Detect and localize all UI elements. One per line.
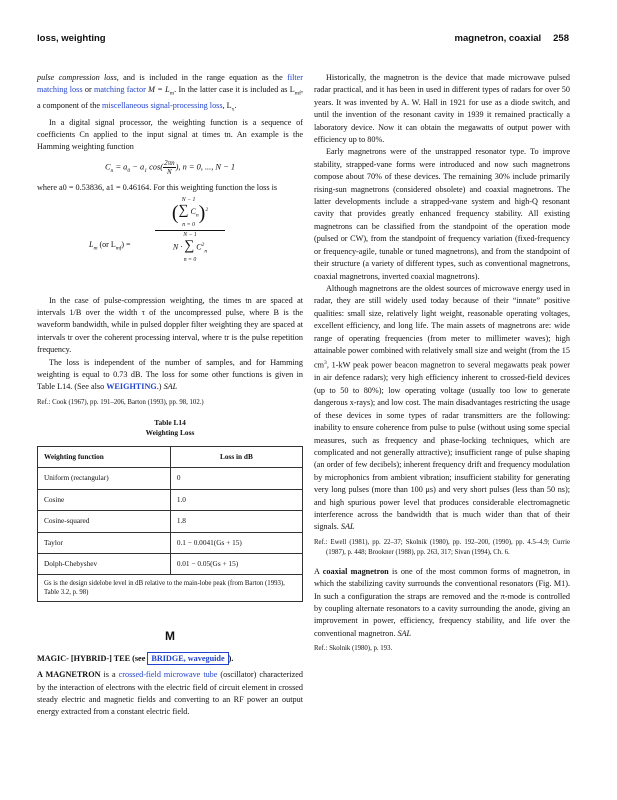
qualities-text-1: Although magnetrons are the oldest sources of microwave energy used in radar, they are still widely used today because of their “innate” positive qualities: small size, relatively light weight, reasonable operating voltages, excellent efficiency, and long life. The main assets of magnetrons are: wide range of operating frequencies (from meter to millimeter waves); high attainable power combined with relatively small size and weight (from the 15 cm [314, 283, 570, 371]
eq2-bottom-term-sub: n [204, 247, 208, 254]
intro-text-6: , L [222, 101, 232, 111]
history-paragraph: Historically, the magnetron is the device that made microwave pulsed radar practical, and it has been in used in different types of radars for over 50 years. It was invented by A. W. Hall in 1921 for use as a diode switch, and until the invention of the resonant cavity in 1939 it remained practically a laboratory device. Now it can obtain the megawatts of output power with efficiency up to 80%. [314, 73, 570, 145]
table-cell: 1.8 [170, 511, 302, 532]
page-number: 258 [553, 33, 569, 44]
coax-author: SAL [397, 628, 412, 638]
table-row [38, 468, 303, 489]
eq1-sub1: 1 [144, 167, 147, 174]
intro-paragraph [37, 72, 303, 117]
matching-factor-link[interactable]: matching factor [93, 85, 146, 95]
eq1-tail: , n = 0, ..., N − 1 [178, 162, 236, 172]
intro-term: pulse compression loss [37, 73, 117, 82]
magnetron-text-2: (oscillator) characterized by the interaction of electrons with the electric field of circuit element in crossed steady electric and magnetic fields and converting to an RF power an output energy extracted from a constant electric field. [37, 670, 303, 717]
reference-skolnik: Ref.: Skolnik (1980), p. 193. [314, 645, 393, 653]
eq1-denominator: N [166, 167, 172, 176]
table-number: Table L14 [154, 417, 186, 427]
misc-signal-processing-loss-link[interactable]: miscellaneous signal-processing loss [102, 101, 223, 111]
loss-text-2: .) [156, 382, 164, 392]
filter-matching-loss-link[interactable]: filter matching loss [37, 73, 304, 95]
table-cell: Taylor [38, 532, 171, 553]
table-header-function: Weighting function [38, 446, 171, 467]
running-header-right [455, 33, 569, 44]
table-row [38, 511, 303, 532]
eq1-fraction [163, 159, 176, 176]
eq2-fraction-bar [155, 230, 225, 231]
qualities-author: SAL [340, 522, 355, 532]
pulse-compression-paragraph: In the case of pulse-compression weighting, the times tn are spaced at intervals 1/B over the width τ of the uncompressed pulse, where B is the waveform bandwidth, while in pulsed doppler filter weighting they are spaced at intervals tr over the coherent processing interval, where tr is the pulse repetition frequency. [37, 295, 303, 355]
section-letter: M [165, 629, 175, 644]
magic-text-2: ). [228, 653, 234, 663]
eq1-sub0: 0 [127, 167, 131, 174]
running-header-left: loss, weighting [37, 33, 106, 44]
eq2-bottom-term: C [196, 242, 202, 252]
eq2-rhs [155, 197, 225, 265]
eq2-lhs-sub: m [93, 245, 98, 252]
table-caption [37, 418, 303, 438]
eq2-top-term-sub: n [195, 212, 199, 219]
magic-text-1: MAGIC- [HYBRID-] TEE (see [37, 653, 148, 663]
coaxial-magnetron-term: coaxial magnetron [322, 566, 389, 576]
qualities-paragraph [314, 283, 570, 534]
magic-tee-entry [37, 653, 303, 665]
table-cell: 1.0 [170, 489, 302, 510]
coaxial-magnetron-entry [314, 566, 570, 640]
eq2-bottom-term-sup: 2 [201, 241, 205, 248]
hamming-equation: $C_n = a_0 - a_1$ cos( $\frac{2\pi n}{N}$ ), n = 0, ..., N − 1 [104, 158, 236, 176]
eq2-denominator [155, 232, 225, 265]
digital-processor-paragraph: In a digital signal processor, the weighting function is a sequence of coefficients Cn applied to the input signal at times tn. An example is the Hamming weighting function [37, 117, 303, 152]
eq2-lhs [89, 239, 131, 255]
table-header-loss: Loss in dB [170, 446, 302, 467]
table-cell: 0.1 − 0.0041(Gs + 15) [170, 532, 302, 553]
intro-text-2: or [82, 85, 94, 95]
coax-text-1: A [314, 566, 323, 576]
coax-text-2: is one of the most common forms of magnetron, in which the stabilizing cavity surrounds the conventional resonators (Fig. M1). In such a configuration the straps are removed and the π-mode is controlled by coupling alternate resonators to a cavity surrounding the anode, giving an improvement in power, efficiency, frequency stability, and life over the conventional magnetron. [314, 566, 570, 638]
left-column [37, 72, 303, 719]
intro-sub-1: m [169, 91, 175, 98]
reference-cook: Ref.: Cook (1967), pp. 191–206, Barton (1993), pp. 98, 102.) [37, 398, 204, 406]
where-text: where a0 = 0.53836, a1 = 0.46164. For this weighting function the loss is [37, 183, 278, 193]
table-header-row [38, 446, 303, 467]
sum-sign-top: ∑ [178, 202, 189, 218]
table-cell: Cosine-squared [38, 511, 171, 532]
right-column [314, 72, 570, 654]
eq1-lhs-sub: n [110, 167, 114, 174]
eq2-top-term: C [190, 206, 196, 216]
table-cell: 0.01 − 0.05(Gs + 15) [170, 553, 302, 574]
table-row [38, 553, 303, 574]
sum-sign-bottom: ∑ [184, 238, 195, 254]
header-right-title: magnetron, coaxial [454, 33, 542, 44]
magnetron-term: A MAGNETRON [37, 670, 101, 680]
table-cell: Uniform (rectangular) [38, 468, 171, 489]
eq2-top-lower: n = 0 [182, 221, 195, 228]
table-cell: 0 [170, 468, 302, 489]
eq2-close: ) = [121, 239, 131, 249]
table-row [38, 489, 303, 510]
eq2-or: (or L [97, 239, 116, 249]
eq2-bottom-lower: n = 0 [183, 257, 197, 264]
table-footnote-row [38, 575, 303, 602]
types-paragraph: Early magnetrons were of the unstrapped resonator type. To improve stability, strapped-vane forms were introduced and now such magnetrons compose about 70% of these devices. The remaining 30% include primarily rising-sun magnetrons (considered obsolete) and coaxial magnetrons. The latter developments include a strapped-vane system and high-Q resonant cavity that provides greatly enhanced frequency stability. All existing magnetrons can be classified from the standpoint of the operation mode (pulsed or CW), from the standpoint of frequency variation (fixed-frequency or frequency-agile, tunable or tuned magnetrons), and from the standpoint of their structure (a variety of different types, such as conventional magnetrons, coaxial magnetrons, inverted coaxial magnetrons). [314, 147, 570, 281]
bridge-waveguide-link[interactable]: BRIDGE, waveguide [147, 652, 228, 665]
qualities-sup: 3 [324, 360, 327, 367]
loss-text-1: The loss is independent of the number of samples, and for Hamming weighting is equal to 0.73 dB. The loss for some other functions is given in Table L14. (See also [37, 357, 303, 392]
eq1-numerator: 2πn [164, 158, 175, 167]
reference-ewell: Ref.: Ewell (1981), pp. 22–37; Skolnik (1980), pp. 192–200, (1990), pp. 4.5–4.9; Currie (1987), p. 448; Brookner (1988), pp. 263, 317; Sivan (1994), Ch. 6. [314, 538, 570, 556]
weighting-link[interactable]: WEIGHTING [106, 382, 157, 392]
eq2-power: 2 [205, 206, 209, 213]
table-cell: Dolph-Chebyshev [38, 553, 171, 574]
qualities-text-2: , 1-kW peak power beacon magnetron to several megawatts peak power in air defence radars); very high efficiency inherent to crossed-field devices (up to 50 to 80%); low operating voltage (usually too low to generate dangerous x-rays); and low cost. The main disadvantages restricting the usage of these devices in some types of radar transmitters are the following: inability to ensure coherence from pulse to pulse (without using some special measures, such as frequency and phase-locking techniques, which are complicated and not generally attractive); insufficient range of pulse shaping (an order of few decibels); inherent frequency drift and frequency modulation by microphonics from ambient vibration; insufficient stability for generating very long pulses (more than 100 μs) and very short pulses (less than 50 ns); and high spurious power level that produces considerable electromagnetic interference across the bandwidth that is much wider than that of their signals. [314, 361, 570, 532]
table-footnote: Gs is the design sidelobe level in dB relative to the main-lobe peak (from Barton (1993), Table 3.2, p. 98) [38, 575, 303, 602]
magnetron-text-1: is a [100, 670, 119, 680]
weighting-loss-table [37, 446, 303, 602]
loss-equation [37, 197, 303, 295]
intro-sub-2: mf [294, 91, 301, 98]
magnetron-entry [37, 669, 303, 719]
loss-paragraph [37, 357, 303, 394]
eq2-numerator: ( N − 1 ∑ $C_n$ n = 0 )$^2$ [171, 196, 209, 228]
intro-text-3: M = L [145, 85, 170, 95]
table-row [38, 532, 303, 553]
intro-text-4: . In the latter case it is included as L [174, 85, 295, 95]
eq2-bottom-upper: N − 1 [183, 231, 197, 238]
eq1-mid: = a [113, 162, 128, 172]
loss-author: SAL [163, 382, 178, 392]
crossed-field-tube-link[interactable]: crossed-field microwave tube [118, 670, 218, 680]
table-title: Weighting Loss [145, 427, 195, 437]
intro-text-1: , and is included in the range equation as the [116, 73, 288, 82]
eq2-lhs-symbol: L [89, 239, 94, 249]
eq2-bottom-prefix: N · [172, 242, 183, 252]
eq1-mid2: − a [130, 162, 145, 172]
intro-sub-3: x [231, 107, 235, 114]
eq2-top-upper: N − 1 [181, 196, 196, 203]
table-cell: Cosine [38, 489, 171, 510]
intro-text-5: , a component of the [37, 85, 303, 111]
eq1-lhs: C [104, 162, 111, 172]
eq2-or-sub: mf [115, 245, 122, 252]
intro-text-7: . [234, 101, 237, 111]
eq1-cos: cos [147, 162, 161, 172]
